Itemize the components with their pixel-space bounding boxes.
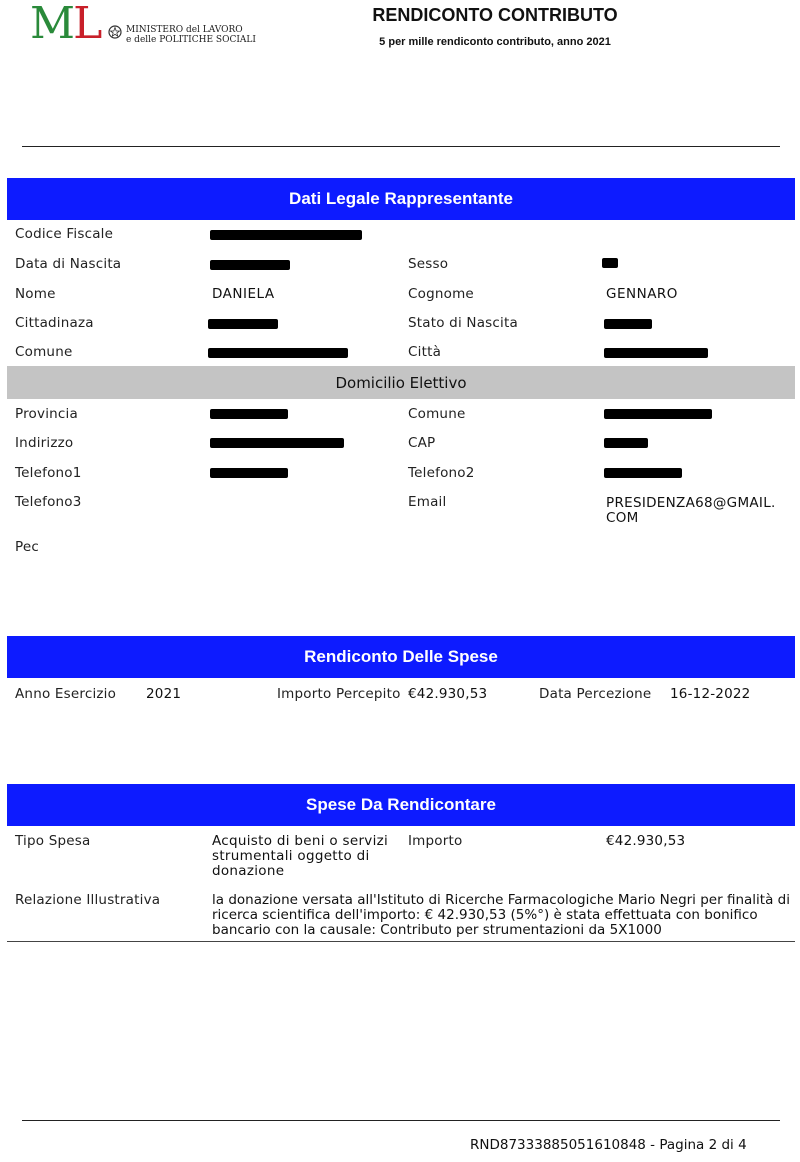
data-nascita-redacted	[210, 260, 290, 270]
stato-nascita-label: Stato di Nascita	[408, 315, 518, 331]
cognome-value: GENNARO	[606, 286, 678, 302]
importo-spesa-value: €42.930,53	[606, 833, 686, 849]
section-header-legal-rep: Dati Legale Rappresentante	[7, 178, 795, 220]
telefono1-redacted	[210, 468, 288, 478]
indirizzo-redacted	[210, 438, 344, 448]
anno-esercizio-value: 2021	[146, 686, 182, 702]
citta-redacted	[604, 348, 708, 358]
importo-spesa-label: Importo	[408, 833, 463, 849]
codice-fiscale-label: Codice Fiscale	[15, 226, 114, 242]
cittadinanza-label: Cittadinaza	[15, 315, 94, 331]
comune-nascita-redacted	[208, 348, 348, 358]
sesso-redacted	[602, 258, 618, 268]
tipo-spesa-label: Tipo Spesa	[15, 833, 91, 849]
nome-value: DANIELA	[212, 286, 275, 302]
document-title: RENDICONTO CONTRIBUTO	[372, 5, 618, 25]
telefono2-label: Telefono2	[408, 465, 475, 481]
comune-domicilio-label: Comune	[408, 406, 466, 422]
ministry-name: MINISTERO del LAVORO e delle POLITICHE SOCIALI	[126, 25, 256, 45]
telefono2-redacted	[604, 468, 682, 478]
data-nascita-label: Data di Nascita	[15, 256, 122, 272]
stato-nascita-redacted	[604, 319, 652, 329]
table-bottom-border	[7, 941, 795, 942]
importo-percepito-label: Importo Percepito	[277, 686, 401, 702]
telefono1-label: Telefono1	[15, 465, 82, 481]
republic-emblem-icon	[108, 24, 122, 40]
sesso-label: Sesso	[408, 256, 449, 272]
anno-esercizio-label: Anno Esercizio	[15, 686, 117, 702]
pec-label: Pec	[15, 539, 39, 555]
provincia-redacted	[210, 409, 288, 419]
document-subtitle: 5 per mille rendiconto contributo, anno 2021	[379, 36, 611, 48]
section-header-domicilio: Domicilio Elettivo	[7, 366, 795, 399]
nome-label: Nome	[15, 286, 56, 302]
tipo-spesa-value: Acquisto di beni o servizi strumentali oggetto di donazione	[212, 833, 389, 879]
section-header-spese: Spese Da Rendicontare	[7, 784, 795, 826]
ministry-logo	[30, 0, 256, 49]
cittadinanza-redacted	[208, 319, 278, 329]
ministry-logo-mark: ML	[30, 0, 101, 49]
data-percezione-label: Data Percezione	[539, 686, 652, 702]
data-percezione-value: 16-12-2022	[670, 686, 751, 702]
citta-label: Città	[408, 344, 442, 360]
telefono3-label: Telefono3	[15, 494, 82, 510]
email-label: Email	[408, 494, 447, 510]
cap-label: CAP	[408, 435, 436, 451]
page-footer: RND8733388505161084​8 - Pagina 2 di 4	[470, 1137, 747, 1153]
relazione-label: Relazione Illustrativa	[15, 892, 161, 908]
header-divider	[22, 146, 780, 147]
footer-divider	[22, 1120, 780, 1121]
cap-redacted	[604, 438, 648, 448]
cognome-label: Cognome	[408, 286, 474, 302]
indirizzo-label: Indirizzo	[15, 435, 74, 451]
codice-fiscale-redacted	[210, 230, 362, 240]
relazione-value: la donazione versata all'Istituto di Ricerche Farmacologiche Mario Negri per finalità di ricerca scientifica dell'importo: € 42.930,53 (5%°) è stata effettuata con bonifico bancario con la causale: Contributo per strumentazioni da 5X1000	[212, 892, 790, 938]
importo-percepito-value: €42.930,53	[408, 686, 488, 702]
comune-nascita-label: Comune	[15, 344, 73, 360]
comune-domicilio-redacted	[604, 409, 712, 419]
section-header-rendiconto: Rendiconto Delle Spese	[7, 636, 795, 678]
provincia-label: Provincia	[15, 406, 78, 422]
email-value: PRESIDENZA68@GMAIL.COM	[606, 495, 776, 526]
